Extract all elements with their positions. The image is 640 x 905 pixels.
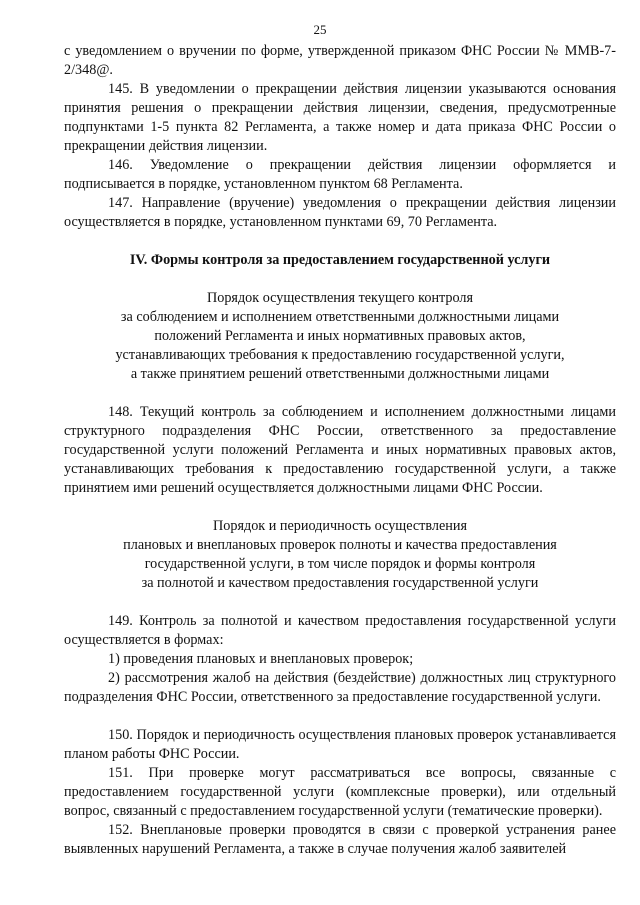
paragraph-150: 150. Порядок и периодичность осуществления плановых проверок устанавливается планом работы ФНС России. — [64, 727, 616, 762]
spacer — [64, 593, 616, 612]
subheading-line: за соблюдением и исполнением ответственными должностными лицами — [120, 309, 560, 325]
spacer — [64, 232, 616, 251]
subheading-line: плановых и внеплановых проверок полноты и качества предоставления — [123, 537, 557, 553]
page-number: 25 — [313, 22, 327, 37]
paragraph-149: 149. Контроль за полнотой и качеством предоставления государственной услуги осуществляется в формах: — [64, 613, 616, 648]
paragraph-continuation: с уведомлением о вручении по форме, утвержденной приказом ФНС России № ММВ-7-2/348@. — [64, 43, 616, 78]
spacer — [64, 384, 616, 403]
subheading-line: положений Регламента и иных нормативных правовых актов, — [154, 328, 526, 344]
document-body — [64, 42, 616, 859]
paragraph-152: 152. Внеплановые проверки проводятся в связи с проверкой устранения ранее выявленных нарушений Регламента, а также в случае получения жалоб заявителей — [64, 822, 616, 857]
paragraph-146: 146. Уведомление о прекращении действия лицензии оформляется и подписывается в порядке, установленном пунктом 68 Регламента. — [64, 157, 616, 192]
section-heading: IV. Формы контроля за предоставлением государственной услуги — [129, 252, 551, 268]
subheading-line: а также принятием решений ответственными должностными лицами — [130, 366, 550, 382]
subheading-line: Порядок и периодичность осуществления — [213, 518, 467, 534]
subheading-line: за полнотой и качеством предоставления государственной услуги — [141, 575, 539, 591]
subheading-line: устанавливающих требования к предоставлению государственной услуги, — [115, 347, 565, 363]
paragraph-149-item-1: 1) проведения плановых и внеплановых проверок; — [108, 651, 414, 667]
spacer — [64, 707, 616, 726]
paragraph-149-item-2: 2) рассмотрения жалоб на действия (бездействие) должностных лиц структурного подразделения ФНС России, ответственного за предоставление государственной услуги. — [64, 670, 616, 705]
paragraph-148: 148. Текущий контроль за соблюдением и исполнением должностными лицами структурного подразделения ФНС России, ответственного за предоставление государственной услуги положений Регламента и иных нормативных правовых актов, устанавливающих требования к предоставлению государственной услуги, а также принятием ими решений осуществляется должностными лицами ФНС России. — [64, 404, 616, 496]
spacer — [64, 498, 616, 517]
paragraph-151: 151. При проверке могут рассматриваться все вопросы, связанные с предоставлением государственной услуги (комплексные проверки), или отдельный вопрос, связанный с предоставлением государственной услуги (тематические проверки). — [64, 765, 616, 819]
subheading-current-control — [64, 289, 616, 384]
subheading-line: Порядок осуществления текущего контроля — [206, 290, 474, 306]
subheading-inspections — [64, 517, 616, 593]
paragraph-145: 145. В уведомлении о прекращении действия лицензии указываются основания принятия решения о прекращении действия лицензии, сведения, предусмотренные подпунктами 1-5 пункта 82 Регламента, а также номер и дата приказа ФНС России о прекращении действия лицензии. — [64, 81, 616, 154]
spacer — [64, 270, 616, 289]
paragraph-147: 147. Направление (вручение) уведомления о прекращении действия лицензии осуществляется в порядке, установленном пунктами 69, 70 Регламента. — [64, 195, 616, 230]
subheading-line: государственной услуги, в том числе порядок и формы контроля — [144, 556, 536, 572]
